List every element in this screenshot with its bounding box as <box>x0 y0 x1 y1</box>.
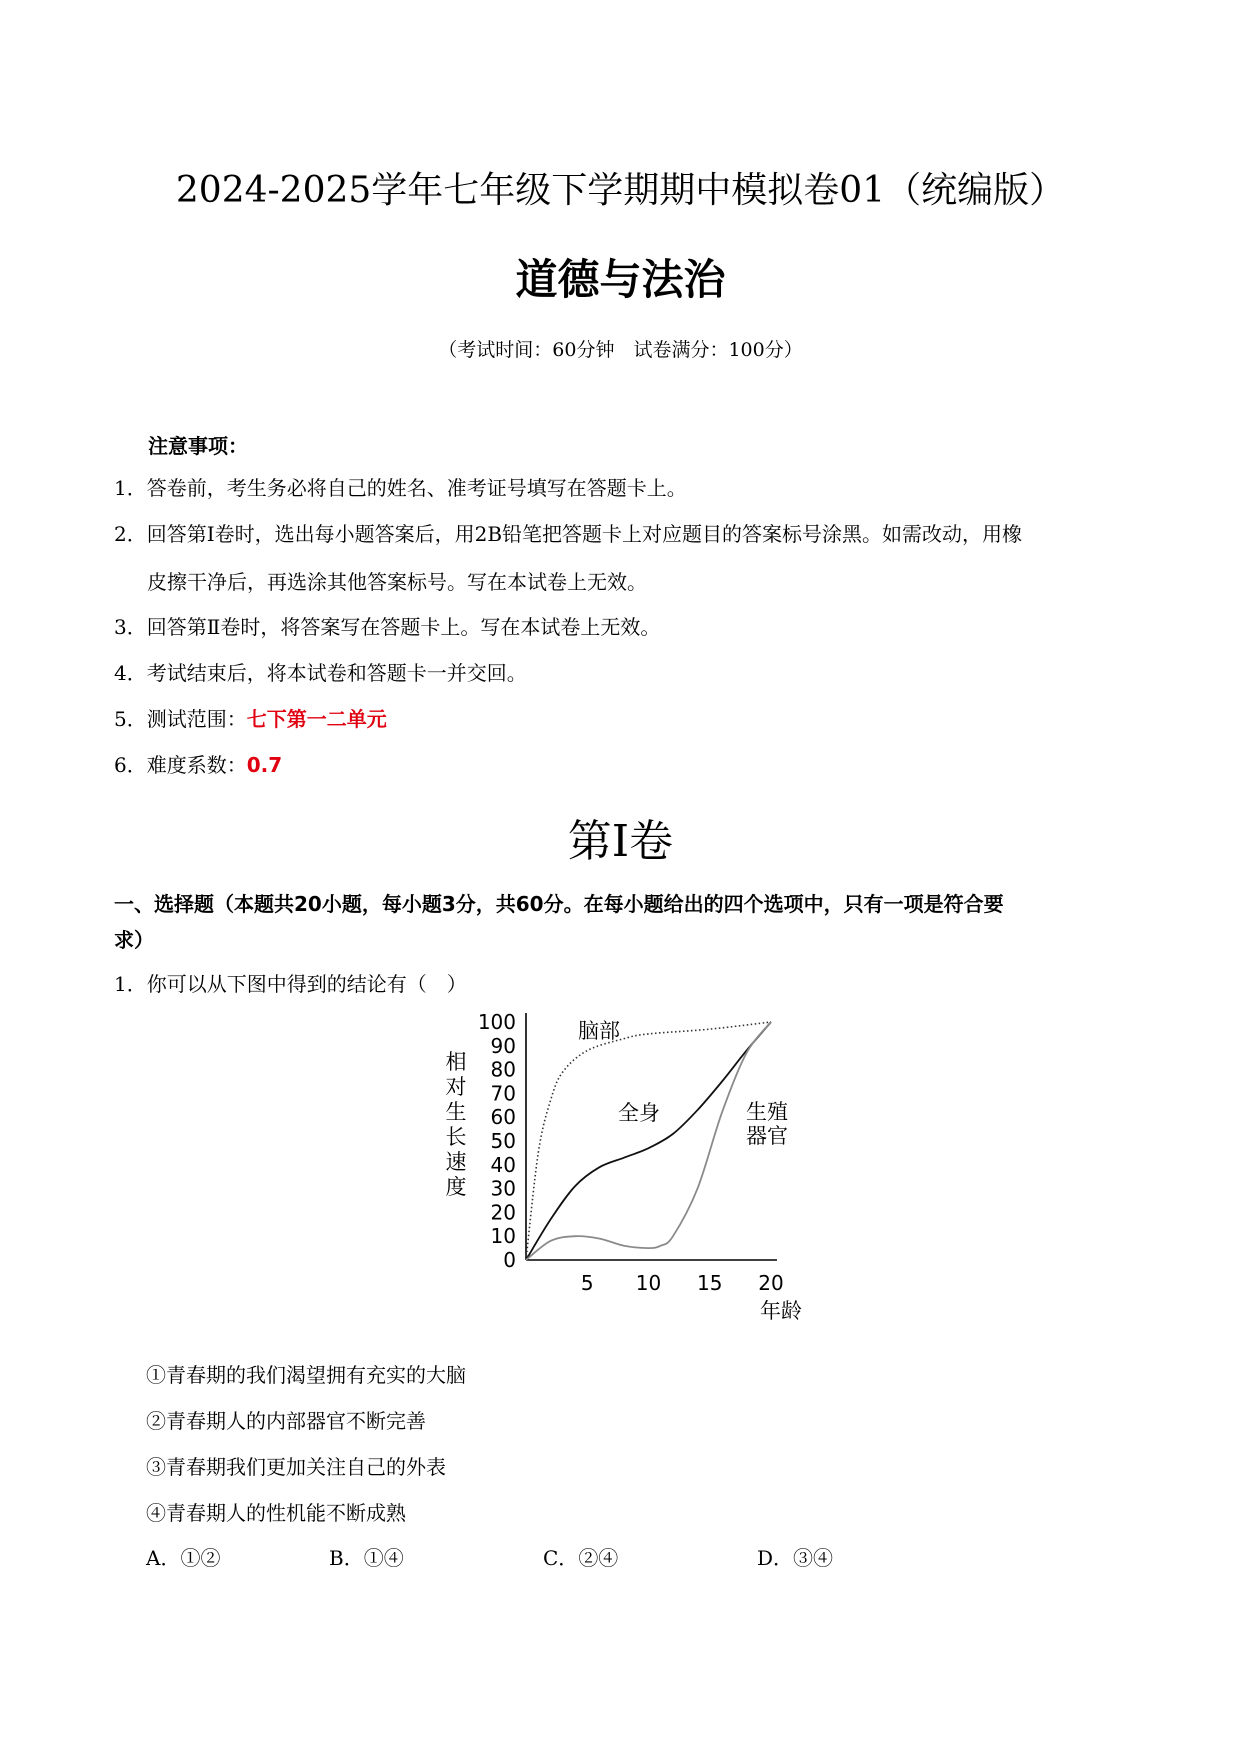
option-letter: D． <box>757 1546 794 1570</box>
exam-title: 2024-2025学年七年级下学期期中模拟卷01（统编版） <box>175 170 1066 211</box>
item-text: 考试结束后，将本试卷和答题卡一并交回。 <box>146 661 527 685</box>
y-tick-label: 80 <box>490 1057 516 1082</box>
notice-item-2 <box>114 518 1022 547</box>
difficulty-value: 0.7 <box>246 753 283 777</box>
y-tick-label: 0 <box>503 1248 516 1272</box>
item-text: 测试范围： <box>146 707 247 731</box>
section-heading-continued: 求） <box>114 928 154 952</box>
series-line-3 <box>526 1022 771 1260</box>
notice-item-4 <box>114 657 527 686</box>
series-label: 全身 <box>618 1101 660 1125</box>
notice-heading: 注意事项： <box>148 434 248 458</box>
item-number: 5． <box>114 707 147 731</box>
option-c[interactable] <box>543 1542 618 1571</box>
test-scope-value: 七下第一二单元 <box>246 707 387 731</box>
notice-item-6 <box>114 749 282 778</box>
exam-info: （考试时间：60分钟 试卷满分：100分） <box>438 339 803 361</box>
statement-2: ②青春期人的内部器官不断完善 <box>146 1409 426 1433</box>
option-b[interactable] <box>329 1542 404 1571</box>
y-axis-label-char: 相 <box>445 1050 467 1074</box>
subject-title: 道德与法治 <box>515 255 726 304</box>
x-tick-label: 10 <box>635 1271 662 1295</box>
y-axis-label <box>446 1050 467 1199</box>
x-axis-label: 年龄 <box>760 1299 802 1323</box>
y-tick-label: 50 <box>490 1129 516 1153</box>
y-tick-label: 20 <box>490 1200 516 1225</box>
option-d[interactable] <box>757 1542 833 1571</box>
y-tick-label: 70 <box>490 1081 516 1106</box>
x-tick-label: 5 <box>580 1271 594 1295</box>
notice-item-1 <box>114 472 687 501</box>
option-text: ①② <box>180 1546 221 1570</box>
y-axis-label-char: 长 <box>445 1125 467 1149</box>
series-label: 脑部 <box>578 1019 620 1043</box>
option-letter: B． <box>329 1546 364 1570</box>
item-number: 3． <box>114 615 147 639</box>
chart-axes <box>526 1013 777 1260</box>
y-axis-label-char: 对 <box>445 1075 467 1099</box>
series-line-1 <box>526 1022 771 1260</box>
y-axis-label-char: 生 <box>445 1100 467 1124</box>
y-tick-label: 10 <box>490 1224 516 1249</box>
option-letter: A． <box>146 1546 181 1570</box>
question-stem: 1．你可以从下图中得到的结论有（ ） <box>114 972 467 996</box>
notice-item-5 <box>114 703 387 732</box>
y-tick-label: 30 <box>490 1176 516 1201</box>
statement-1: ①青春期的我们渴望拥有充实的大脑 <box>146 1363 466 1387</box>
option-text: ②④ <box>578 1546 619 1570</box>
statement-3: ③青春期我们更加关注自己的外表 <box>146 1455 446 1479</box>
volume-heading: 第Ⅰ卷 <box>567 816 674 867</box>
chart-series <box>526 1022 771 1260</box>
series-label: 器官 <box>746 1124 788 1148</box>
item-number: 6． <box>114 753 147 777</box>
y-tick-label: 60 <box>490 1105 516 1130</box>
y-tick-label: 90 <box>490 1033 516 1058</box>
item-number: 2． <box>114 522 147 546</box>
option-text: ①④ <box>363 1546 404 1570</box>
y-axis-ticks <box>478 1010 516 1272</box>
item-text: 答卷前，考生务必将自己的姓名、准考证号填写在答题卡上。 <box>146 476 687 500</box>
option-text: ③④ <box>793 1546 834 1570</box>
item-text: 回答第Ⅰ卷时，选出每小题答案后，用2B铅笔把答题卡上对应题目的答案标号涂黑。如需改动，用橡 <box>146 522 1023 546</box>
statement-4: ④青春期人的性机能不断成熟 <box>146 1501 406 1525</box>
option-letter: C． <box>543 1546 579 1570</box>
y-axis-label-char: 度 <box>445 1175 467 1199</box>
item-number: 4． <box>114 661 147 685</box>
item-text: 难度系数： <box>146 753 247 777</box>
series-label: 生殖 <box>746 1100 788 1124</box>
y-axis-label-char: 速 <box>445 1150 467 1174</box>
y-tick-label: 40 <box>490 1152 516 1177</box>
item-number: 1． <box>114 476 147 500</box>
option-a[interactable] <box>146 1542 220 1571</box>
x-tick-label: 15 <box>697 1271 723 1295</box>
y-tick-label: 100 <box>477 1010 516 1034</box>
series-line-2 <box>526 1022 771 1260</box>
growth-rate-chart <box>440 1005 830 1335</box>
section-heading: 一、选择题（本题共20小题，每小题3分，共60分。在每小题给出的四个选项中，只有一项是符合要 <box>114 892 1004 916</box>
notice-item-3 <box>114 611 660 640</box>
item-text: 回答第Ⅱ卷时，将答案写在答题卡上。写在本试卷上无效。 <box>146 615 661 639</box>
notice-item-2-continued: 皮擦干净后，再选涂其他答案标号。写在本试卷上无效。 <box>147 570 647 594</box>
x-axis-ticks <box>581 1271 802 1323</box>
x-tick-label: 20 <box>758 1271 784 1295</box>
